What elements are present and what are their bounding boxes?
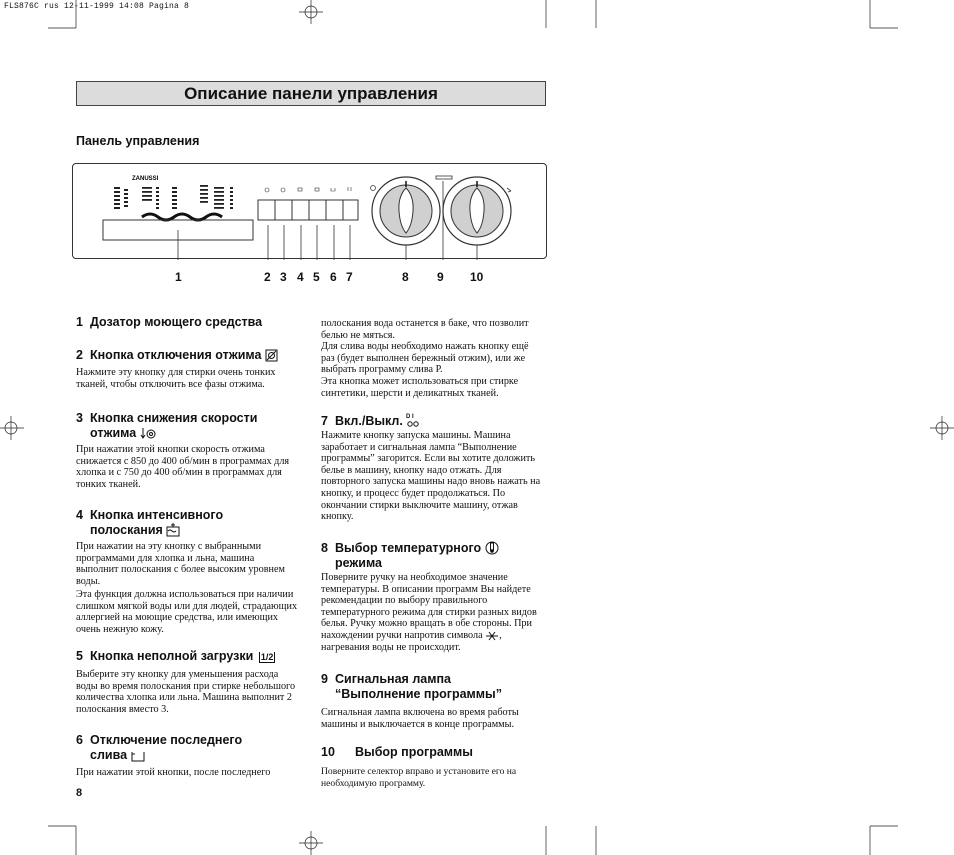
- buttons-row: [258, 200, 358, 220]
- section-subtitle: Панель управления: [76, 134, 200, 148]
- section-10-text: Поверните селектор вправо и установите его на необходимую программу.: [321, 766, 517, 789]
- print-header: FLS876C rus 12-11-1999 14:08 Pagina 8: [4, 2, 190, 11]
- thermometer-icon: [485, 541, 499, 555]
- section-9-heading: 9 Сигнальная лампа “Выполнение программы”: [321, 672, 502, 701]
- section-10-heading: 10 Выбор программы: [321, 745, 473, 759]
- callout-7: 7: [346, 270, 353, 284]
- callout-3: 3: [280, 270, 287, 284]
- rinse-plus-icon: [166, 523, 180, 537]
- program-column-6: [214, 187, 233, 209]
- program-column-2: [124, 189, 128, 207]
- section-4-text-1: При нажатии на эту кнопку с выбранными программами для хлопка и льна, машина выполнит полоскания с более высоким уровнем воды.: [76, 541, 285, 587]
- section-3-heading: 3 Кнопка снижения скорости отжима: [76, 411, 258, 440]
- program-indicator-lamp: [436, 176, 452, 179]
- callout-5: 5: [313, 270, 320, 284]
- page-title: Описание панели управления: [76, 81, 546, 106]
- section-6-cont-3: Эта кнопка может использоваться при стирке синтетики, шерсти и деликатных тканей.: [321, 376, 519, 399]
- section-7-text: Нажмите кнопку запуска машины. Машина заработает и сигнальная лампа “Выполнение программы” загорится. Если вы хотите доложить белье в машину, кнопку надо отжать. Для повторного запуска машины надо вновь нажать на кнопку, и процесс будет продолжаться. По окончании стирки выключите машину, отжав кнопку.: [321, 430, 541, 523]
- section-8-heading: 8 Выбор температурного режима: [321, 541, 499, 571]
- section-5-text: Выберите эту кнопку для уменьшения расхода воды во время полоскания при стирке небольшого количества хлопка или льна. Машина выполнит 2 полоскания вместо 3.: [76, 669, 296, 715]
- section-2-text: Нажмите эту кнопку для стирки очень тонких тканей, чтобы отключить все фазы отжима.: [76, 367, 276, 390]
- section-4-heading: 4 Кнопка интенсивного полоскания: [76, 508, 224, 537]
- wavy-line-decoration: [142, 214, 222, 220]
- section-8-text: Поверните ручку на необходимое значение температуры. В описании программ Вы найдете рекомендации по выбору правильного температурного режима для стирки разных видов белья. Ручку можно вращать в обе стороны. При нахождении ручки напротив символа , нагревания воды не происходит.: [321, 572, 537, 653]
- section-4-text-2: Эта функция должна использоваться при наличии слишком мягкой воды или для людей, страдающих аллергией на моющие средства, или имеющих очень нежную кожу.: [76, 589, 298, 635]
- callout-2: 2: [264, 270, 271, 284]
- svg-text:D I: D I: [406, 414, 415, 420]
- button-reduced-spin[interactable]: [275, 200, 292, 220]
- callout-4: 4: [297, 270, 304, 284]
- no-heat-symbol-icon: [485, 631, 499, 641]
- on-off-icon: [406, 412, 420, 428]
- reduced-spin-icon: [140, 427, 156, 440]
- brand-logo: ZANUSSI: [132, 176, 159, 182]
- section-1-heading: 1 Дозатор моющего средства: [76, 315, 263, 329]
- section-6-cont-1: полоскания вода останется в баке, что позволит белью не мяться.: [321, 318, 529, 341]
- button-rinse-plus[interactable]: [292, 200, 309, 220]
- program-table: [114, 185, 233, 209]
- program-column-5: [200, 185, 208, 203]
- control-panel-illustration: [72, 163, 548, 261]
- half-load-icon: 1/2: [260, 652, 274, 662]
- section-6-cont-2: Для слива воды необходимо нажать кнопку ещё раз (будет выполнен бережный отжим), или же выбрать программу слива Р.: [321, 341, 529, 376]
- program-column-3: [142, 187, 159, 209]
- button-no-spin[interactable]: [258, 200, 275, 220]
- section-6-text: При нажатии этой кнопки, после последнего: [76, 767, 271, 778]
- program-selector-knob[interactable]: [443, 177, 511, 245]
- callout-8: 8: [402, 270, 409, 284]
- callout-6: 6: [330, 270, 337, 284]
- program-column-1: [114, 187, 120, 209]
- section-6-heading: 6 Отключение последнего слива: [76, 733, 243, 762]
- button-half-load[interactable]: [309, 200, 326, 220]
- button-symbols: [265, 187, 351, 192]
- temperature-knob[interactable]: [371, 177, 441, 245]
- button-rinse-hold[interactable]: [326, 200, 343, 220]
- program-column-4: [172, 187, 177, 209]
- callout-10: 10: [470, 270, 484, 284]
- section-2-heading: 2 Кнопка отключения отжима: [76, 348, 278, 363]
- no-spin-icon: [265, 349, 278, 362]
- section-3-text: При нажатии этой кнопки скорость отжима снижается с 850 до 400 об/мин в программах для хлопка и с 750 до 400 об/мин в программах для тонких тканей.: [76, 444, 290, 490]
- section-7-heading: 7 Вкл./Выкл. D I: [321, 412, 420, 429]
- callout-1: 1: [175, 270, 182, 284]
- page-number: 8: [76, 787, 83, 799]
- section-9-text: Сигнальная лампа включена во время работы машины и выключается в конце программы.: [321, 707, 519, 730]
- callout-9: 9: [437, 270, 444, 284]
- section-5-heading: 5 Кнопка неполной загрузки 1/2: [76, 649, 274, 663]
- rinse-hold-icon: [131, 751, 145, 762]
- button-on-off[interactable]: [343, 200, 358, 220]
